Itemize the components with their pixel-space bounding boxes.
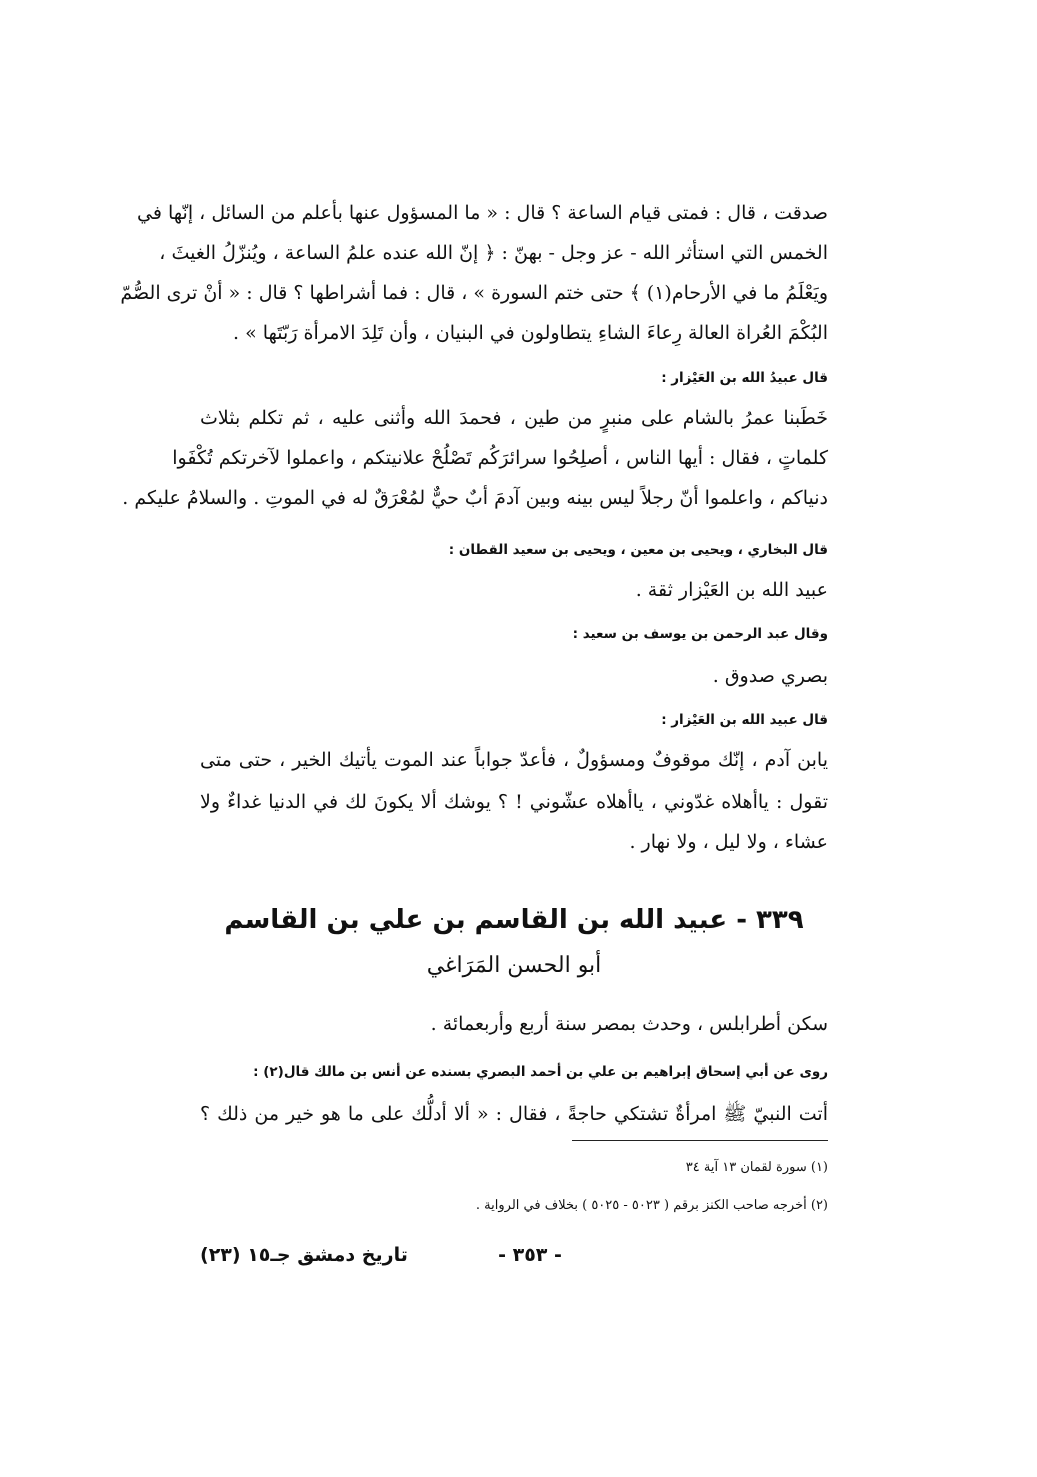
body-line: خَطَبنا عمرُ بالشام على منبرٍ من طين ، فحمدَ الله وأثنى عليه ، ثم تكلم بثلاث xyxy=(200,407,828,429)
page-number: - ٣٥٣ - xyxy=(498,1244,562,1266)
narrator-label: قال عبيد الله بن العَيْزار : xyxy=(661,712,828,728)
body-line: عبيد الله بن العَيْزار ثقة . xyxy=(635,579,828,601)
body-line: صدقت ، قال : فمتى قيام الساعة ؟ قال : « ما المسؤول عنها بأعلم من السائل ، إنّها في xyxy=(137,202,828,224)
body-line: يابن آدم ، إنّك موقوفٌ ومسؤولٌ ، فأعدّ جواباً عند الموت يأتيك الخير ، حتى متى xyxy=(200,749,828,771)
entry-heading: ٣٣٩ - عبيد الله بن القاسم بن علي بن القاسم xyxy=(224,905,804,935)
body-line: البُكْمَ العُراة العالة رِعاءَ الشاءِ يتطاولون في البنيان ، وأن تَلِدَ الامرأة رَبّتَها » . xyxy=(233,322,828,344)
book-title-footer: تاريخ دمشق جـ١٥ (٢٣) xyxy=(200,1244,408,1266)
body-line: سكن أطرابلس ، وحدث بمصر سنة أربع وأربعمائة . xyxy=(430,1013,828,1035)
body-line: دنياكم ، واعلموا أنّ رجلاً ليس بينه وبين آدمَ أبٌ حيٌّ لمُعْرَقٌ له في الموتِ . والسلامُ عليكم . xyxy=(122,487,828,509)
body-line: الخمس التي استأثر الله - عز وجل - بهنّ : ﴿ إنّ الله عنده علمُ الساعة ، ويُنزّلُ الغيثَ ، xyxy=(159,242,828,264)
footnote: (٢) أخرجه صاحب الكنز برقم ( ٥٠٢٣ - ٥٠٢٥ ) بخلاف في الرواية . xyxy=(475,1198,828,1213)
footnote: (١) سورة لقمان ١٣ آية ٣٤ xyxy=(685,1160,828,1175)
body-line: تقول : ياأهلاه غدّوني ، ياأهلاه عشّوني ! ؟ يوشك ألا يكونَ لك في الدنيا غداءٌ ولا xyxy=(200,791,828,813)
entry-subheading: أبو الحسن المَرَاغي xyxy=(426,953,602,978)
body-line: أتت النبيّ ﷺ امرأةٌ تشتكي حاجةً ، فقال : « ألا أدلُّك على ما هو خير من ذلك ؟ xyxy=(200,1103,828,1125)
footnote-divider xyxy=(572,1140,828,1141)
narrator-label: قال البخاري ، ويحيى بن معين ، ويحيى بن سعيد القطان : xyxy=(448,542,828,558)
body-line: عشاء ، ولا ليل ، ولا نهار . xyxy=(629,831,828,853)
body-line: بصري صدوق . xyxy=(712,665,828,687)
narrator-label: روى عن أبي إسحاق إبراهيم بن علي بن أحمد البصري بسنده عن أنس بن مالك قال(٢) : xyxy=(253,1064,828,1080)
body-line: ويَعْلَمُ ما في الأرحام(١) ﴾ حتى ختم السورة » ، قال : فما أشراطها ؟ قال : « أنْ ترى الصُّمّ xyxy=(120,282,828,304)
narrator-label: وقال عبد الرحمن بن يوسف بن سعيد : xyxy=(572,626,828,642)
body-line: كلماتٍ ، فقال : أيها الناس ، أصلِحُوا سرائرَكُم تَصْلُحْ علانيتكم ، واعملوا لآخرتكم تُكْفَوا xyxy=(172,447,828,469)
narrator-label: قال عبيدُ الله بن العَيْزار : xyxy=(661,370,828,386)
